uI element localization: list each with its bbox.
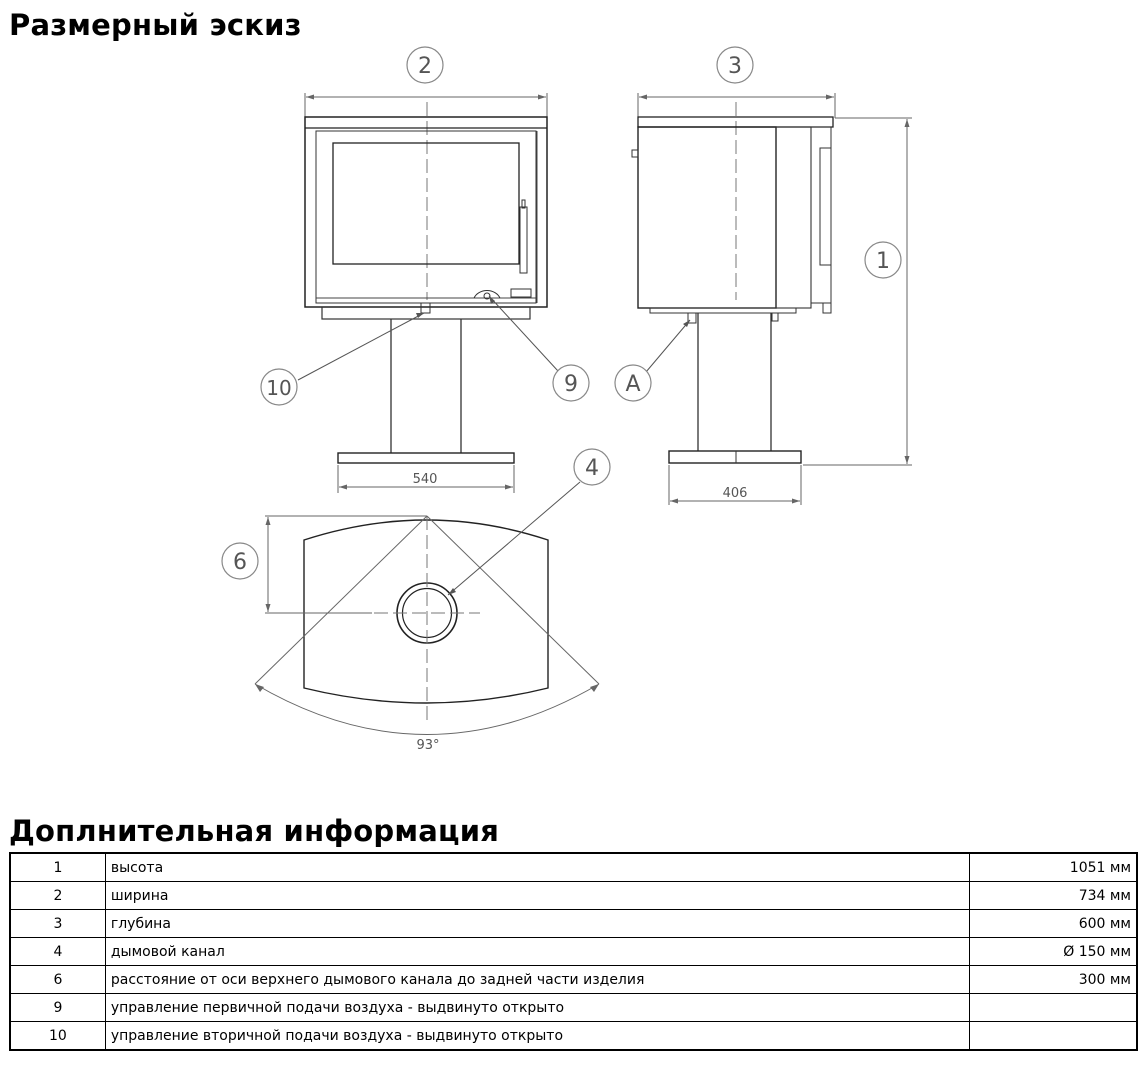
callout-10-label: 10 — [266, 376, 292, 400]
callout-3-label: 3 — [728, 54, 742, 79]
top-view — [255, 482, 599, 735]
callout-4-label: 4 — [585, 456, 599, 481]
row-number: 10 — [10, 1022, 105, 1051]
base-width-label: 540 — [412, 472, 438, 487]
callout-9 — [553, 365, 589, 401]
row-description: дымовой канал — [105, 938, 969, 966]
table-row — [10, 882, 1137, 910]
callout-3 — [717, 47, 753, 83]
row-description: высота — [105, 853, 969, 882]
table-row — [10, 994, 1137, 1022]
callout-4 — [574, 449, 610, 485]
callout-1-label: 1 — [876, 249, 890, 274]
side-view — [632, 93, 912, 505]
front-view — [298, 93, 558, 493]
row-number: 3 — [10, 910, 105, 938]
table-row — [10, 966, 1137, 994]
row-description: глубина — [105, 910, 969, 938]
row-description: расстояние от оси верхнего дымового канала до задней части изделия — [105, 966, 969, 994]
angle-label: 93° — [416, 738, 440, 753]
row-number: 4 — [10, 938, 105, 966]
table-row — [10, 938, 1137, 966]
table-row — [10, 853, 1137, 882]
row-description: ширина — [105, 882, 969, 910]
callout-9-label: 9 — [564, 372, 578, 397]
info-table — [9, 852, 1138, 1051]
table-row — [10, 1022, 1137, 1051]
sketch-heading: Размерный эскиз — [9, 8, 302, 42]
row-number: 9 — [10, 994, 105, 1022]
row-value: 1051 мм — [970, 853, 1137, 882]
callout-1 — [865, 242, 901, 278]
callout-6-label: 6 — [233, 550, 247, 575]
row-number: 1 — [10, 853, 105, 882]
callout-a-label: A — [625, 372, 641, 397]
row-description: управление вторичной подачи воздуха - выдвинуто открыто — [105, 1022, 969, 1051]
row-value — [970, 1022, 1137, 1051]
callout-2-label: 2 — [418, 54, 432, 79]
row-number: 2 — [10, 882, 105, 910]
row-value: 734 мм — [970, 882, 1137, 910]
row-number: 6 — [10, 966, 105, 994]
row-value: 300 мм — [970, 966, 1137, 994]
callout-10 — [261, 369, 297, 405]
callout-2 — [407, 47, 443, 83]
base-depth-label: 406 — [722, 486, 748, 501]
table-row — [10, 910, 1137, 938]
row-description: управление первичной подачи воздуха - выдвинуто открыто — [105, 994, 969, 1022]
row-value: 600 мм — [970, 910, 1137, 938]
row-value — [970, 994, 1137, 1022]
row-value: Ø 150 мм — [970, 938, 1137, 966]
callout-6 — [222, 543, 258, 579]
callout-a — [615, 365, 651, 401]
info-heading: Доплнительная информация — [9, 814, 500, 848]
